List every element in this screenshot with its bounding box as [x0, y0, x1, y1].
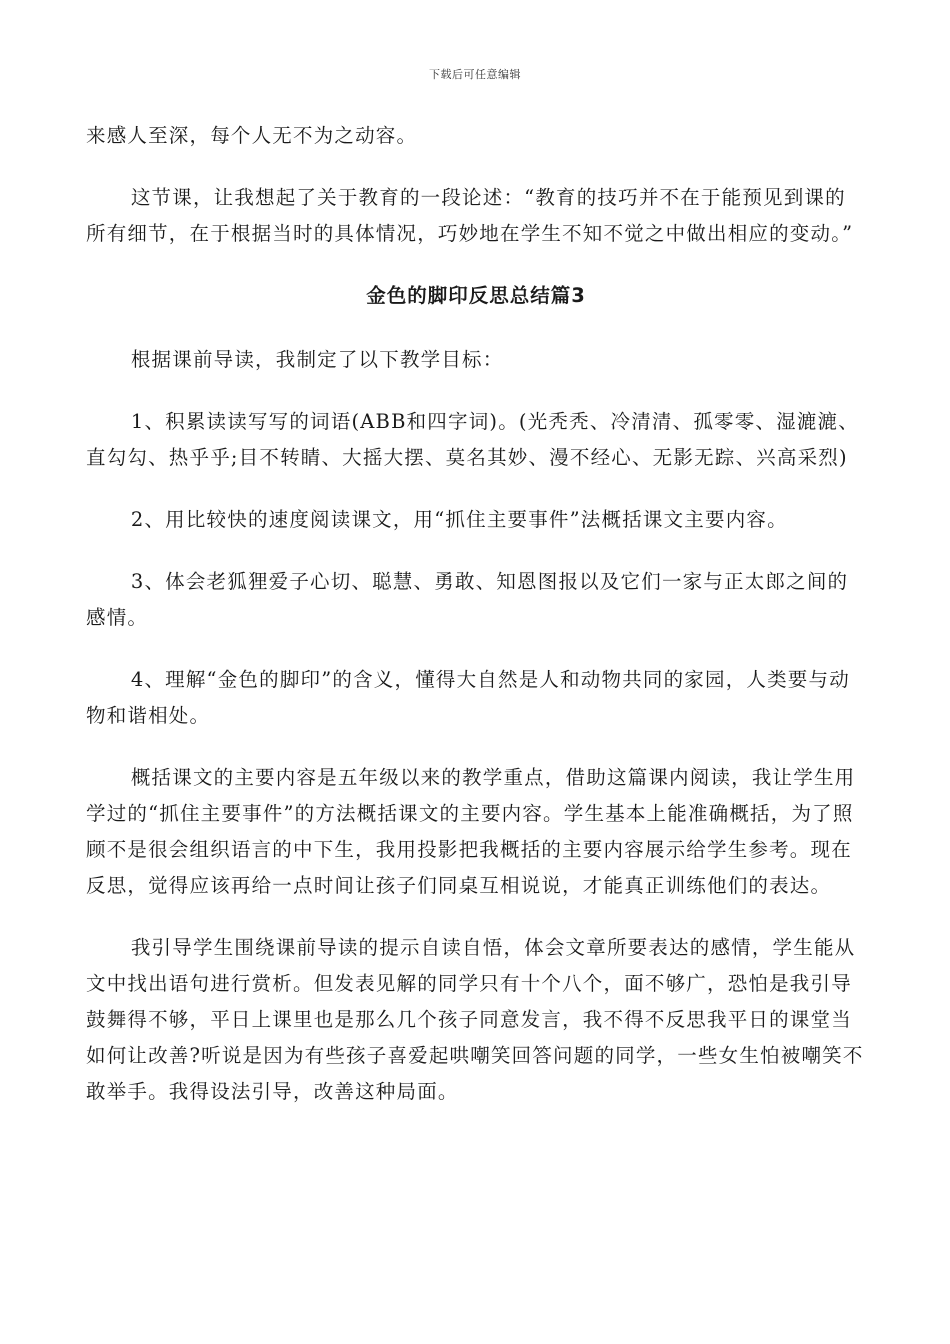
header-note: 下载后可任意编辑 — [429, 68, 521, 81]
document-body — [86, 118, 866, 1136]
paragraph-reflection-summary: 概括课文的主要内容是五年级以来的教学重点，借助这篇课内阅读，我让学生用学过的“抓住主要事件”的方法概括课文的主要内容。学生基本上能准确概括，为了照顾不是很会组织语言的中下生，我用投影把我概括的主要内容展示给学生参考。现在反思，觉得应该再给一点时间让孩子们同桌互相说说，才能真正训练他们的表达。 — [86, 766, 856, 897]
paragraph-goal-3: 3、体会老狐狸爱子心切、聪慧、勇敢、知恩图报以及它们一家与正太郎之间的感情。 — [86, 570, 849, 629]
paragraph-goal-4: 4、理解“金色的脚印”的含义，懂得大自然是人和动物共同的家园，人类要与动物和谐相处。 — [86, 668, 850, 727]
paragraph-reflection-guidance: 我引导学生围绕课前导读的提示自读自悟，体会文章所要表达的感情，学生能从文中找出语句进行赏析。但发表见解的同学只有十个八个，面不够广，恐怕是我引导鼓舞得不够，平日上课里也是那么几个孩子同意发言，我不得不反思我平日的课堂当如何让改善?听说是因为有些孩子喜爱起哄嘲笑回答问题的同学，一些女生怕被嘲笑不敢举手。我得设法引导，改善这种局面。 — [86, 936, 864, 1103]
paragraph-goals-intro: 根据课前导读，我制定了以下教学目标： — [130, 348, 504, 371]
section-title: 金色的脚印反思总结篇3 — [366, 284, 586, 307]
paragraph-goal-1: 1、积累读读写写的词语(ABB和四字词)。(光秃秃、冷清清、孤零零、湿漉漉、直勾勾、热乎乎;目不转睛、大摇大摆、莫名其妙、漫不经心、无影无踪、兴高采烈) — [86, 410, 859, 469]
paragraph-goal-2: 2、用比较快的速度阅读课文，用“抓住主要事件”法概括课文主要内容。 — [130, 508, 788, 531]
paragraph-continuation: 来感人至深，每个人无不为之动容。 — [86, 124, 418, 147]
paragraph-education-quote: 这节课，让我想起了关于教育的一段论述：“教育的技巧并不在于能预见到课的所有细节，在于根据当时的具体情况，巧妙地在学生不知不觉之中做出相应的变动。” — [86, 186, 854, 245]
